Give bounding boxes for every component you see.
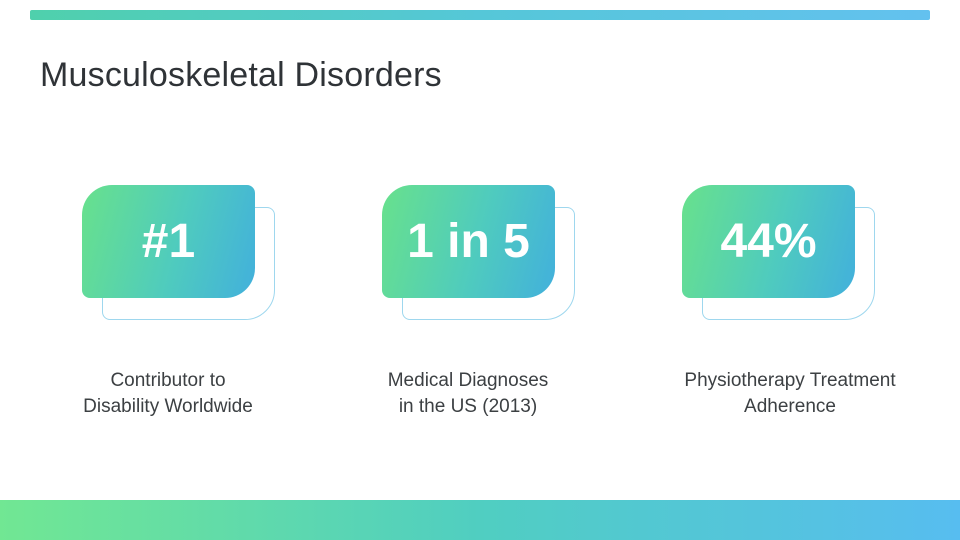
- stat-caption-line: Contributor to: [110, 370, 226, 391]
- slide-title: Musculoskeletal Disorders: [40, 56, 442, 94]
- stat-caption-line: Adherence: [744, 396, 836, 417]
- stat-caption-line: Disability Worldwide: [83, 396, 253, 417]
- stat-caption-1: [18, 368, 318, 420]
- stat-card-stack-2: [382, 185, 555, 298]
- stat-caption-line: Physiotherapy Treatment: [684, 370, 896, 391]
- bottom-accent-bar: [0, 500, 960, 540]
- stat-value: 44%: [720, 214, 817, 268]
- stat-card-stack-3: [682, 185, 855, 298]
- stat-caption-line: Medical Diagnoses: [387, 370, 549, 391]
- top-accent-bar: [30, 10, 930, 20]
- stat-card: [382, 185, 555, 298]
- stat-value: 1 in 5: [407, 214, 530, 268]
- stat-card-stack-1: [82, 185, 255, 298]
- stat-caption-2: [318, 368, 618, 420]
- stat-caption-3: [640, 368, 940, 420]
- stat-caption-line: in the US (2013): [398, 396, 538, 417]
- stat-card: [82, 185, 255, 298]
- stat-card: [682, 185, 855, 298]
- stat-value: #1: [141, 214, 196, 268]
